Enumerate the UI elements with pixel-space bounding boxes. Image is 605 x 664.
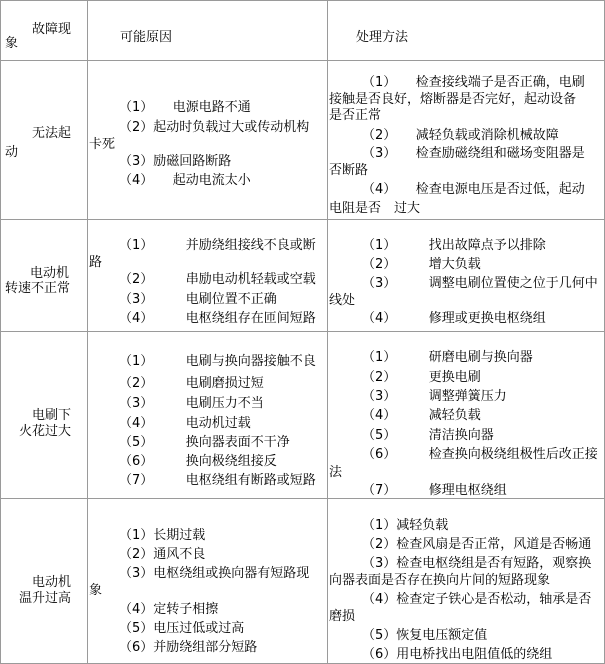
cause-item: （2） 串励电动机轻载或空载 <box>119 272 316 287</box>
remedy-item: （2） 更换电刷 <box>362 370 481 385</box>
grid-line <box>0 0 1 664</box>
cause-item: （1） 电刷与换向器接触不良 <box>119 354 316 369</box>
remedy-item: （1）减轻负载 <box>362 518 449 533</box>
cause-item: （2）通风不良 <box>119 547 206 562</box>
remedy-item: （1） 找出故障点予以排除 <box>362 238 546 253</box>
symptom-text: 无法起 <box>32 126 72 141</box>
remedy-item: （7） 修理电枢绕组 <box>362 483 507 498</box>
cause-item: （6）并励绕组部分短路 <box>119 640 258 655</box>
remedy-item: （3） 调整弹簧压力 <box>362 389 507 404</box>
remedy-item: （4） 减轻负载 <box>362 408 481 423</box>
symptom-text: 电刷下 <box>32 408 72 423</box>
cause-item: （1） 并励绕组接线不良或断 <box>119 238 316 253</box>
remedy-item: （1） 检查接线端子是否正确，电刷 <box>362 75 585 90</box>
cause-item: （3） 电刷位置不正确 <box>119 292 277 307</box>
cause-item: （3） 电刷压力不当 <box>119 396 264 411</box>
remedy-item: （6） 检查换向极绕组极性后改正接 <box>362 447 598 462</box>
remedy-item: （6）用电桥找出电阻值低的绕组 <box>362 647 553 662</box>
cause-item: （2）起动时负载过大或传动机构 <box>119 120 310 135</box>
grid-line <box>0 219 605 220</box>
cause-item: （4） 电枢绕组存在匝间短路 <box>119 311 316 326</box>
grid-line <box>327 0 328 664</box>
cause-item: （4） 起动电流太小 <box>119 173 251 188</box>
cause-item: （4）定转子相擦 <box>119 602 219 617</box>
remedy-item: 否断路 <box>329 163 369 178</box>
cause-item: （1） 电源电路不通 <box>119 100 251 115</box>
symptom-text: 火花过大 <box>19 424 72 439</box>
cause-item: （7） 电枢绕组有断路或短路 <box>119 473 316 488</box>
remedy-item: （4）检查定子铁心是否松动，轴承是否 <box>362 592 592 607</box>
header-symptom-line2: 象 <box>5 36 19 51</box>
cause-item: 卡死 <box>89 137 116 152</box>
remedy-item: （2） 减轻负载或消除机械故障 <box>362 128 559 143</box>
remedy-item: 线处 <box>329 293 356 308</box>
remedy-item: 电阻是否 过大 <box>329 201 421 216</box>
cause-item: （2） 电刷磨损过短 <box>119 376 264 391</box>
header-cause: 可能原因 <box>120 30 173 45</box>
remedy-item: （2）检查风扇是否正常，风道是否畅通 <box>362 537 592 552</box>
header-symptom-line1: 故障现 <box>32 22 72 37</box>
grid-line <box>0 0 605 1</box>
cause-item: （3）励磁回路断路 <box>119 154 232 169</box>
remedy-item: （1） 研磨电刷与换向器 <box>362 350 533 365</box>
remedy-item: 接触是否良好，熔断器是否完好，起动设备 <box>329 92 577 107</box>
remedy-item: （5） 清洁换向器 <box>362 428 494 443</box>
cause-item: 象 <box>89 583 103 598</box>
header-remedy: 处理方法 <box>356 30 409 45</box>
grid-line <box>0 498 605 499</box>
remedy-item: 磨损 <box>329 609 356 624</box>
cause-item: （5）电压过低或过高 <box>119 621 245 636</box>
remedy-item: （3）检查电枢绕组是否有短路，观察换 <box>362 556 592 571</box>
cause-item: （4） 电动机过载 <box>119 416 251 431</box>
cause-item: （3）电枢绕组或换向器有短路现 <box>119 566 310 581</box>
symptom-text: 电动机 <box>30 266 70 281</box>
cause-item: （1）长期过载 <box>119 528 206 543</box>
remedy-item: （4） 检查电源电压是否过低，起动 <box>362 182 585 197</box>
remedy-item: （3） 检查励磁绕组和磁场变阻器是 <box>362 146 585 161</box>
remedy-item: （4） 修理或更换电枢绕组 <box>362 311 546 326</box>
grid-line <box>87 0 88 664</box>
remedy-item: （2） 增大负载 <box>362 257 481 272</box>
symptom-text: 电动机 <box>32 575 72 590</box>
remedy-item: （5）恢复电压额定值 <box>362 628 488 643</box>
symptom-text: 温升过高 <box>19 591 72 606</box>
remedy-item: 向器表面是否存在换向片间的短路现象 <box>329 573 551 588</box>
symptom-text: 动 <box>5 145 19 160</box>
grid-line <box>0 331 605 332</box>
remedy-item: 法 <box>329 465 343 480</box>
remedy-item: （3） 调整电刷位置使之位于几何中 <box>362 276 598 291</box>
cause-item: （5） 换向器表面不干净 <box>119 435 290 450</box>
remedy-item: 是否正常 <box>329 108 382 123</box>
symptom-text: 转速不正常 <box>5 281 71 296</box>
grid-line <box>0 60 605 61</box>
cause-item: 路 <box>89 255 103 270</box>
cause-item: （6） 换向极绕组接反 <box>119 454 277 469</box>
